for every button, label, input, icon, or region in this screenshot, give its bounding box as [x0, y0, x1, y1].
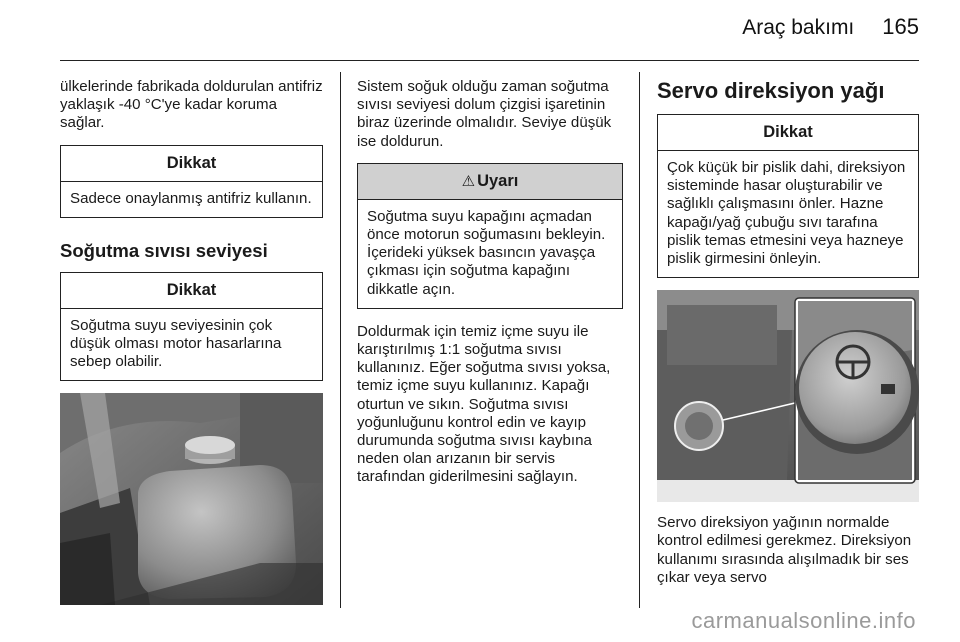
caution-box-coolant [60, 272, 323, 382]
warning-header [358, 164, 622, 200]
coolant-level-heading: Soğutma sıvısı seviyesi [60, 239, 268, 261]
section-title: Araç bakımı [742, 16, 855, 39]
watermark: carmanualsonline.info [691, 608, 916, 633]
warning-text: Soğutma suyu kapağını açmadan önce motorun soğumasını bekleyin. İçerideki yüksek basıncın yavaşça çıkması için soğutma kapağını dikkatle açın. [367, 207, 606, 298]
caution-text: Çok küçük bir pislik dahi, direksiyon sisteminde hasar oluşturabilir ve sağlıklı çalışmasını önler. Hazne kapağı/yağ çubuğu sıvı tarafına pislik temas etmesini veya hazneye pislik girmesini önleyin. [667, 159, 906, 268]
page-header [742, 14, 919, 40]
steering-fluid-cap-illustration [657, 290, 919, 502]
caution-text: Soğutma suyu seviyesinin çok düşük olması motor hasarlarına sebep olabilir. [70, 316, 282, 371]
caution-title: Dikkat [658, 115, 918, 151]
body-paragraph: Servo direksiyon yağının normalde kontrol edilmesi gerekmez. Direksiyon kullanımı sırasında alışılmadık bir ses çıkar veya servo [657, 514, 912, 586]
coolant-reservoir-photo [60, 393, 323, 605]
column-3 [657, 78, 919, 587]
column-divider-2 [639, 72, 640, 608]
intro-paragraph: ülkelerinde fabrikada doldurulan antifriz yaklaşık -40 °C'ye kadar koruma sağlar. [60, 78, 323, 132]
power-steering-reservoir-photo [657, 290, 919, 502]
caution-box-antifreeze [60, 145, 323, 218]
caution-box-steering [657, 114, 919, 278]
power-steering-heading: Servo direksiyon yağı [657, 78, 885, 103]
caution-title: Dikkat [61, 146, 322, 182]
intro-paragraph: Sistem soğuk olduğu zaman soğutma sıvısı seviyesi dolum çizgisi işaretinin biraz üzerinde olmalıdır. Seviye düşük ise doldurun. [357, 78, 612, 150]
header-rule [60, 60, 919, 61]
page-number: 165 [882, 14, 919, 39]
warning-box [357, 163, 623, 309]
caution-title: Dikkat [61, 273, 322, 309]
body-paragraph: Doldurmak için temiz içme suyu ile karıştırılmış 1:1 soğutma sıvısı kullanınız. Eğer soğutma sıvısı yoksa, temiz içme suyu kullanınız. Kapağı oturtun ve sıkın. Soğutma sıvısı yoğunluğunu kontrol edin ve kayıp durumunda soğutma sıvısı kaybına neden olan arızanın bir servis tarafından giderilmesini sağlayın. [357, 322, 611, 486]
column-2 [357, 78, 623, 487]
column-divider-1 [340, 72, 341, 608]
warning-triangle-icon: ⚠ [461, 172, 476, 190]
caution-text: Sadece onaylanmış antifriz kullanın. [70, 189, 312, 207]
column-1 [60, 78, 323, 605]
coolant-reservoir-illustration [60, 393, 323, 605]
warning-title: Uyarı [477, 171, 519, 190]
